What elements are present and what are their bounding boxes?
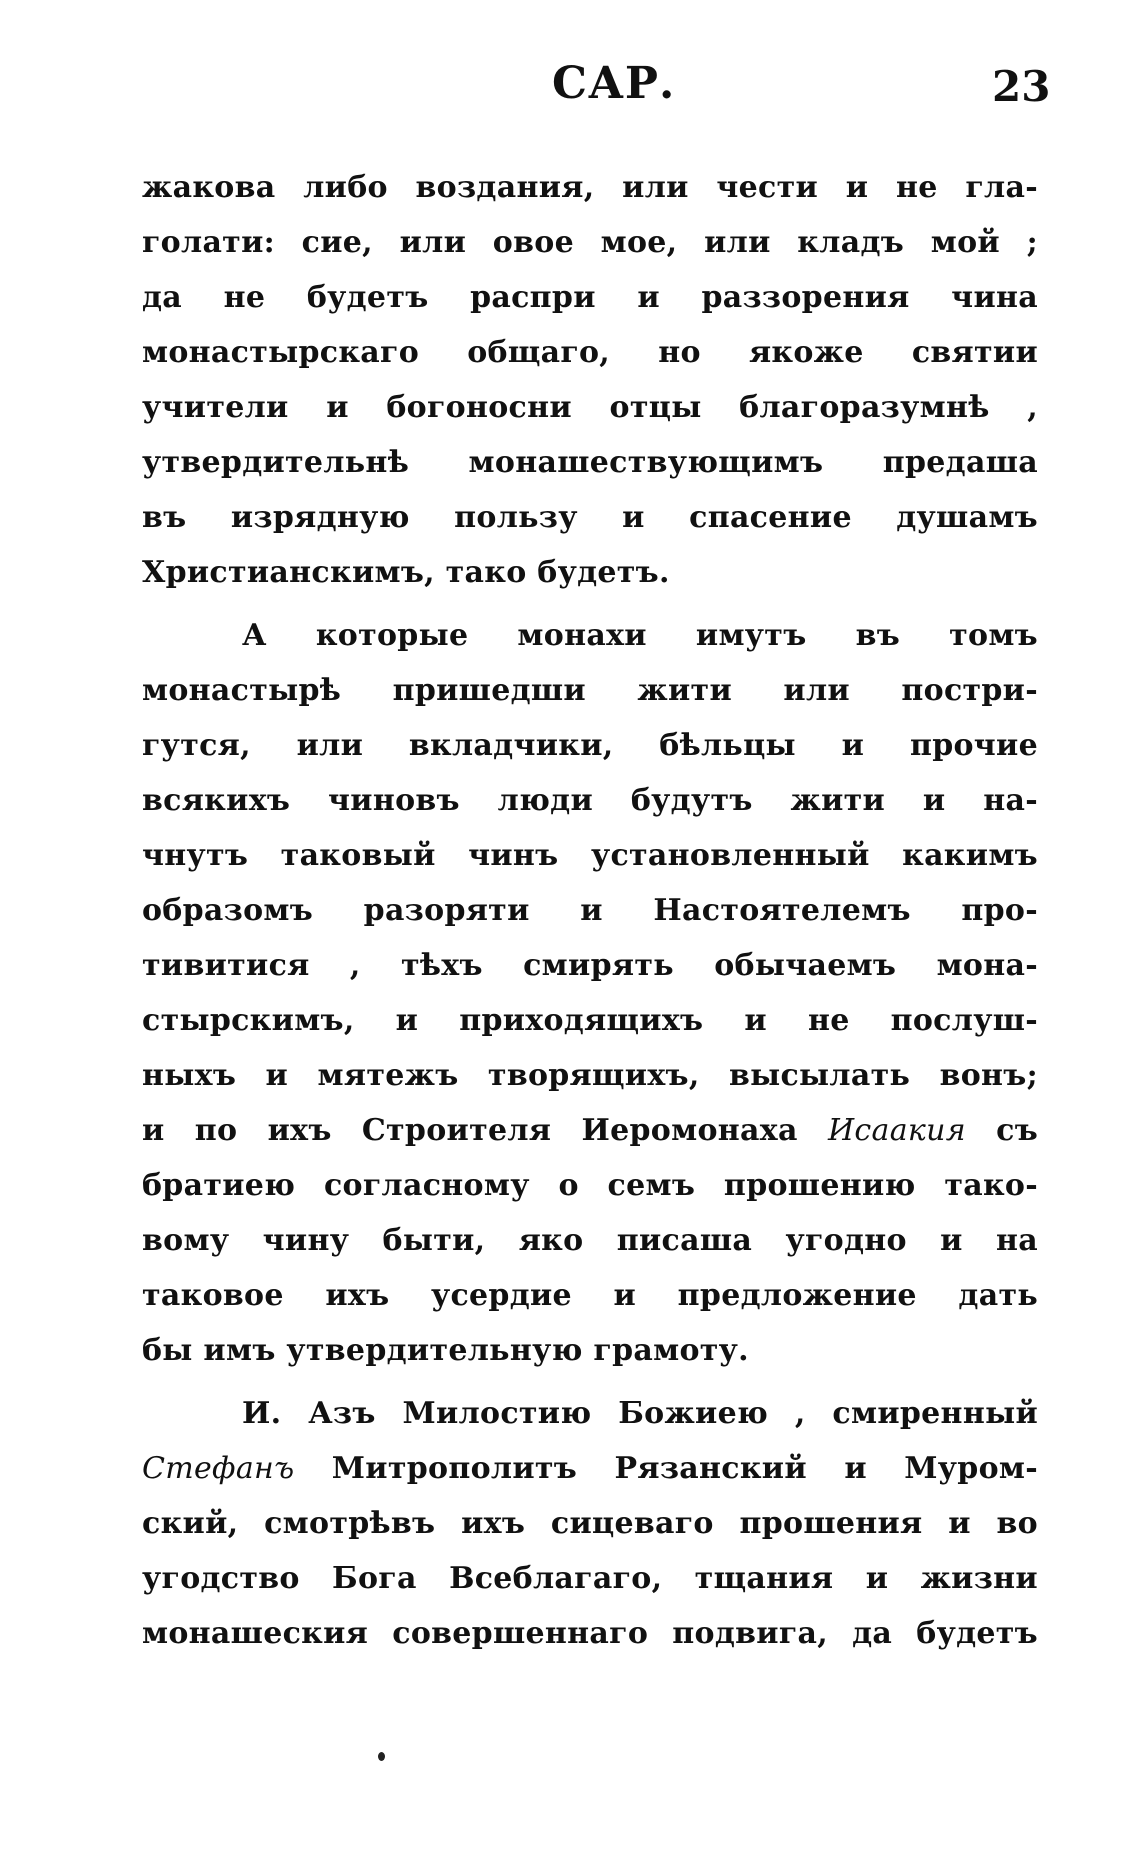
text-line: чнутъ таковый чинъ установленный какимъ [142,838,1038,873]
italic-name: Стефанъ [142,1451,295,1486]
italic-name: Исаакия [827,1113,966,1148]
paragraph-2 [142,608,1038,1378]
text-line: образомъ разоряти и Настоятелемъ про- [142,893,1038,928]
text-line: утвердительнѣ монашествующимъ предаша [142,445,1038,480]
text-line: И. Азъ Милостию Божиею , смиренный [242,1396,1038,1431]
text-line: гутся, или вкладчики, бѣльцы и прочие [142,728,1038,763]
ink-speck [378,1752,385,1761]
text-line: ныхъ и мятежъ творящихъ, высылать вонъ; [142,1058,1038,1093]
text-line: бы имъ утвердительную грамоту. [142,1333,749,1368]
text-line: тивитися , тѣхъ смирять обычаемъ мона- [142,948,1038,983]
text-line: монашеския совершеннаго подвига, да будетъ [142,1616,1038,1651]
text-line: угодство Бога Всеблагаго, тщания и жизни [142,1561,1038,1596]
body-text [142,160,1038,1661]
text-line: голати: сие, или овое мое, или кладъ мой ; [142,225,1038,260]
text-run: Митрополитъ Рязанский и Муром- [294,1451,1038,1486]
text-line: братиею согласному о семъ прошению тако- [142,1168,1038,1203]
paragraph-1 [142,160,1038,600]
text-run: съ [965,1113,1039,1148]
text-line: всякихъ чиновъ люди будутъ жити и на- [142,783,1038,818]
text-line: монастырѣ пришедши жити или постри- [142,673,1038,708]
paragraph-3 [142,1386,1038,1661]
text-run: и по ихъ Строителя Иеромонаха [142,1113,828,1148]
text-line-with-italic [142,1441,1038,1496]
text-line: учители и богоносни отцы благоразумнѣ , [142,390,1038,425]
text-line: таковое ихъ усердие и предложение дать [142,1278,1038,1313]
running-head: САР. [552,58,676,109]
text-line: жакова либо воздания, или чести и не гла- [142,170,1038,205]
text-line-with-italic [142,1103,1038,1158]
text-line: да не будетъ распри и раззорения чина [142,280,1038,315]
text-line: монастырскаго общаго, но якоже святии [142,335,1038,370]
text-line: стырскимъ, и приходящихъ и не послуш- [142,1003,1038,1038]
text-line: въ изрядную пользу и спасение душамъ [142,500,1038,535]
text-line: Христианскимъ, тако будетъ. [142,555,670,590]
text-line: ский, смотрѣвъ ихъ сицеваго прошения и во [142,1506,1038,1541]
text-line: вому чину быти, яко писаша угодно и на [142,1223,1038,1258]
page-number: 23 [992,62,1051,111]
text-line: А которые монахи имутъ въ томъ [242,618,1038,653]
